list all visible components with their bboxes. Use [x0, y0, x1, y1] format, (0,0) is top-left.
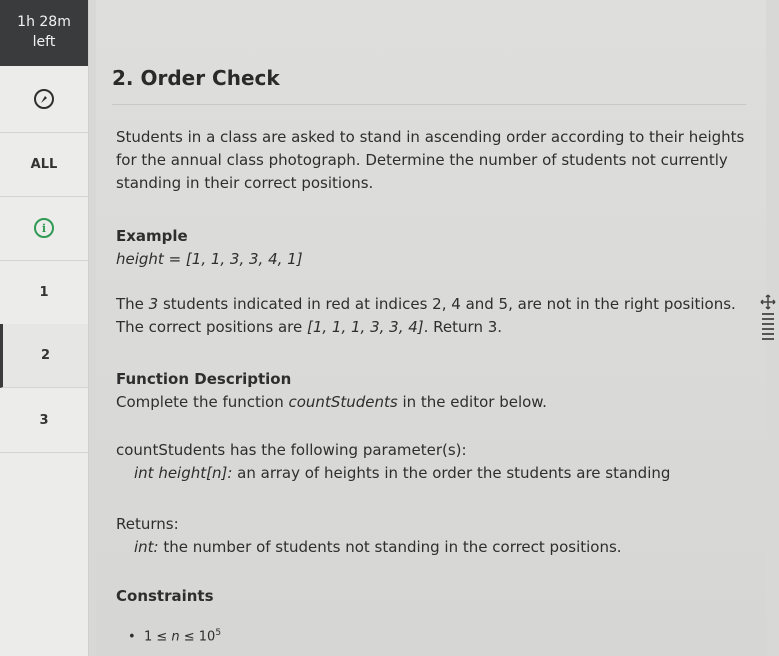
move-icon [760, 294, 776, 310]
sidebar-item-label: 1 [39, 284, 49, 300]
constraints-heading: Constraints [116, 587, 214, 605]
param-name: int height[n]: [134, 464, 233, 482]
grip-line [762, 328, 774, 330]
params-heading: countStudents has the following parameter(s): [116, 441, 467, 459]
constraint-text: ≤ 10 [179, 629, 216, 645]
param-item [134, 462, 764, 485]
resize-handle[interactable] [760, 294, 776, 364]
constraint-item [128, 622, 758, 648]
sidebar-item-question-3[interactable] [0, 388, 88, 453]
sidebar-item-label: 3 [39, 412, 49, 428]
problem-intro: Students in a class are asked to stand in ascending order according to their heights for the annual class photograph. Determine the number of students not currently standing in their correct positions. [116, 128, 745, 192]
constraint-exponent: 5 [215, 628, 222, 638]
function-name: countStudents [288, 393, 398, 411]
sidebar-item-question-2[interactable] [0, 324, 88, 388]
param-desc: an array of heights in the order the students are standing [232, 464, 671, 482]
sidebar-item-all[interactable] [0, 132, 88, 197]
timer-value: 1h 28m [17, 14, 71, 30]
explanation-text: . Return 3. [423, 318, 503, 336]
grip-line [762, 323, 774, 325]
timer-suffix: left [32, 34, 56, 50]
grip-line [762, 313, 774, 315]
returns-desc: the number of students not standing in the correct positions. [158, 538, 622, 556]
problem-title: 2. Order Check [112, 66, 280, 90]
example-heading: Example [116, 227, 188, 245]
grip-line [762, 338, 774, 340]
returns-item [134, 536, 764, 559]
function-text: in the editor below. [397, 393, 547, 411]
flag-icon [34, 89, 54, 109]
explanation-count: 3 [148, 295, 159, 313]
function-description [116, 391, 746, 414]
constraint-var: n [171, 629, 180, 645]
sidebar [0, 0, 89, 656]
grip-line [762, 333, 774, 335]
sidebar-item-question-1[interactable] [0, 260, 88, 325]
explanation-text: students indicated in red at indices 2, 4 and 5, are not in the right positions. The correct positions are [116, 295, 736, 336]
returns-type: int: [134, 538, 159, 556]
timer [0, 0, 88, 66]
function-text: Complete the function [116, 393, 289, 411]
sidebar-item-info[interactable] [0, 196, 88, 261]
sidebar-item-label: 2 [40, 348, 51, 363]
grip-line [762, 318, 774, 320]
explanation-text: The [116, 295, 149, 313]
bullet: • [128, 629, 144, 645]
function-heading: Function Description [116, 370, 292, 388]
sidebar-item-status[interactable] [0, 66, 88, 133]
divider [112, 104, 746, 105]
returns-heading: Returns: [116, 515, 179, 533]
problem-panel [96, 0, 766, 656]
constraint-text: 1 ≤ [143, 629, 172, 645]
explanation-array: [1, 1, 1, 3, 3, 4] [306, 318, 424, 336]
info-icon: i [34, 218, 54, 238]
example-explanation [116, 293, 746, 339]
example-input: height = [1, 1, 3, 3, 4, 1] [116, 250, 303, 268]
sidebar-item-label: ALL [30, 156, 58, 172]
